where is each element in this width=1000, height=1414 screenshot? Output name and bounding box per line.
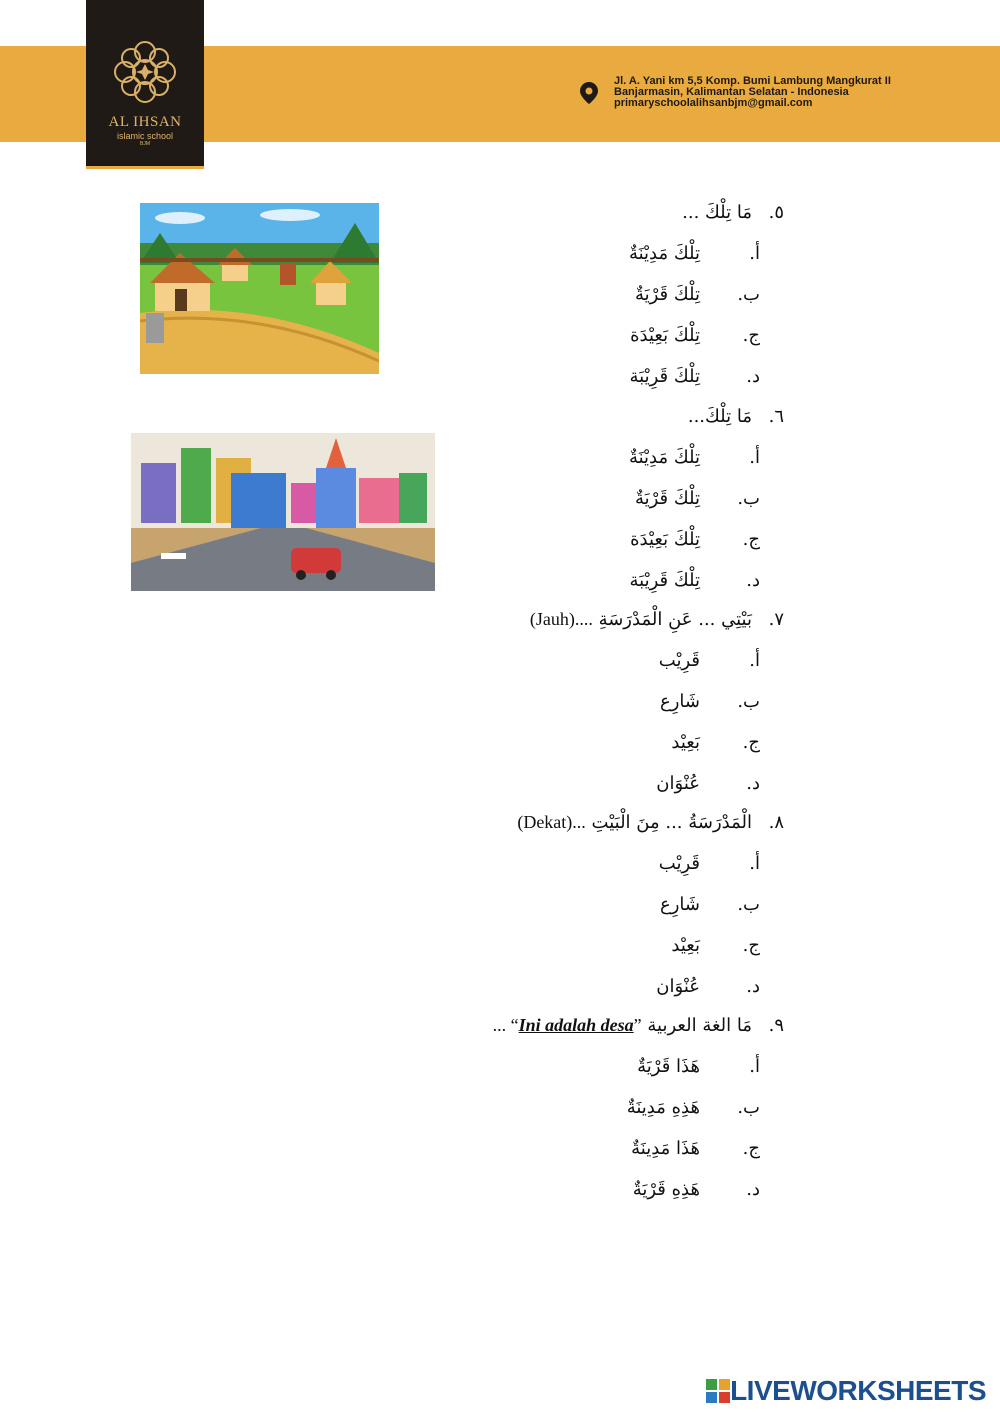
option-9-1[interactable] — [637, 1056, 760, 1077]
option-9-3[interactable] — [631, 1138, 760, 1159]
option-letter: د. — [746, 570, 760, 591]
question-number: ٩. — [768, 1015, 784, 1036]
option-6-1[interactable] — [629, 447, 760, 468]
option-text: عُنْوَان — [656, 773, 700, 794]
option-7-3[interactable] — [671, 732, 760, 753]
option-text: تِلْكَ قَرِيْبَة — [629, 366, 700, 387]
school-small: BJM — [140, 141, 150, 147]
option-7-4[interactable] — [656, 773, 760, 794]
address-line-1: Jl. A. Yani km 5,5 Komp. Bumi Lambung Mangkurat II — [614, 75, 891, 87]
village-image — [140, 203, 379, 374]
option-text: شَارِع — [660, 691, 700, 712]
option-5-4[interactable] — [630, 366, 761, 387]
address-line-2: Banjarmasin, Kalimantan Selatan - Indonesia — [614, 86, 849, 98]
question-text: مَا تِلْكَ ... — [682, 202, 752, 223]
option-text: تِلْكَ قَرْيَةٌ — [634, 284, 700, 305]
liveworksheets-logo — [706, 1375, 986, 1407]
option-letter: ب. — [737, 284, 760, 305]
option-text: قَرِيْب — [658, 650, 700, 671]
option-letter: د. — [746, 366, 760, 387]
option-text: هَذَا قَرْيَةٌ — [637, 1056, 700, 1077]
option-text: شَارِع — [660, 894, 700, 915]
option-text: تِلْكَ مَدِيْنَةٌ — [628, 447, 700, 468]
option-letter: ج. — [742, 529, 760, 550]
option-letter: ب. — [737, 1097, 760, 1118]
option-8-4[interactable] — [656, 976, 760, 997]
quote-open: “ — [510, 1015, 519, 1035]
question-hint: (Dekat)... — [517, 812, 586, 832]
question-5 — [682, 202, 784, 223]
option-text: تِلْكَ قَرْيَةٌ — [634, 488, 700, 509]
question-6 — [688, 406, 784, 427]
option-letter: د. — [746, 976, 760, 997]
question-text: الْمَدْرَسَةُ ... مِنَ الْبَيْتِ — [591, 812, 752, 833]
option-letter: ج. — [742, 935, 760, 956]
option-letter: ج. — [742, 325, 760, 346]
ornament-icon — [105, 34, 185, 110]
question-9 — [493, 1015, 784, 1036]
option-9-2[interactable] — [627, 1097, 760, 1118]
option-letter: ب. — [737, 691, 760, 712]
option-letter: د. — [746, 1179, 760, 1200]
option-text: تِلْكَ بَعِيْدَة — [630, 325, 700, 346]
question-quote: Ini adalah desa — [518, 1015, 634, 1035]
option-letter: د. — [746, 773, 760, 794]
question-8 — [517, 812, 784, 833]
option-letter: أ. — [749, 1056, 760, 1077]
option-5-2[interactable] — [635, 284, 760, 305]
city-image — [131, 433, 435, 591]
quote-close: ” — [633, 1015, 642, 1035]
option-text: عُنْوَان — [656, 976, 700, 997]
option-letter: أ. — [749, 650, 760, 671]
option-letter: أ. — [749, 853, 760, 874]
option-text: تِلْكَ بَعِيْدَة — [630, 529, 700, 550]
option-text: تِلْكَ قَرِيْبَة — [629, 570, 700, 591]
option-5-1[interactable] — [629, 243, 760, 264]
school-name: AL IHSAN — [108, 114, 182, 130]
option-9-4[interactable] — [633, 1179, 760, 1200]
school-subtitle: islamic school — [116, 131, 174, 141]
option-text: هَذَا مَدِينَةٌ — [631, 1138, 700, 1159]
question-7 — [530, 609, 784, 630]
option-text: قَرِيْب — [658, 853, 700, 874]
option-6-4[interactable] — [630, 570, 761, 591]
question-text: مَا تِلْكَ... — [687, 406, 752, 427]
option-letter: أ. — [749, 243, 760, 264]
question-number: ٧. — [768, 609, 784, 630]
question-trail: ... — [492, 1015, 507, 1035]
option-text: هَذِهِ مَدِينَةٌ — [626, 1097, 700, 1118]
option-8-3[interactable] — [671, 935, 760, 956]
email: primaryschoolalihsanbjm@gmail.com — [614, 97, 813, 109]
option-letter: ج. — [742, 1138, 760, 1159]
question-hint: (Jauh).... — [529, 609, 593, 629]
option-6-2[interactable] — [635, 488, 760, 509]
question-number: ٨. — [768, 812, 784, 833]
option-letter: ب. — [737, 894, 760, 915]
option-8-2[interactable] — [660, 894, 760, 915]
option-letter: ج. — [742, 732, 760, 753]
option-5-3[interactable] — [630, 325, 760, 346]
option-7-1[interactable] — [659, 650, 760, 671]
option-letter: أ. — [749, 447, 760, 468]
question-text: بَيْتِي ... عَنِ الْمَدْرَسَةِ — [598, 609, 752, 630]
option-6-3[interactable] — [630, 529, 760, 550]
option-text: بَعِيْد — [671, 732, 700, 753]
question-number: ٥. — [768, 202, 784, 223]
option-text: بَعِيْد — [671, 935, 700, 956]
option-text: هَذِهِ قَرْيَةٌ — [632, 1179, 700, 1200]
liveworksheets-icon — [706, 1379, 730, 1403]
school-logo — [86, 0, 204, 169]
option-text: تِلْكَ مَدِيْنَةٌ — [628, 243, 700, 264]
option-letter: ب. — [737, 488, 760, 509]
location-pin-icon — [580, 82, 598, 104]
question-text: مَا الغة العربية — [647, 1015, 752, 1036]
question-number: ٦. — [768, 406, 784, 427]
contact-info — [614, 76, 891, 109]
option-7-2[interactable] — [660, 691, 760, 712]
option-8-1[interactable] — [659, 853, 760, 874]
liveworksheets-wordmark: LIVEWORKSHEETS — [730, 1375, 986, 1406]
question-quote-group — [493, 1015, 642, 1035]
